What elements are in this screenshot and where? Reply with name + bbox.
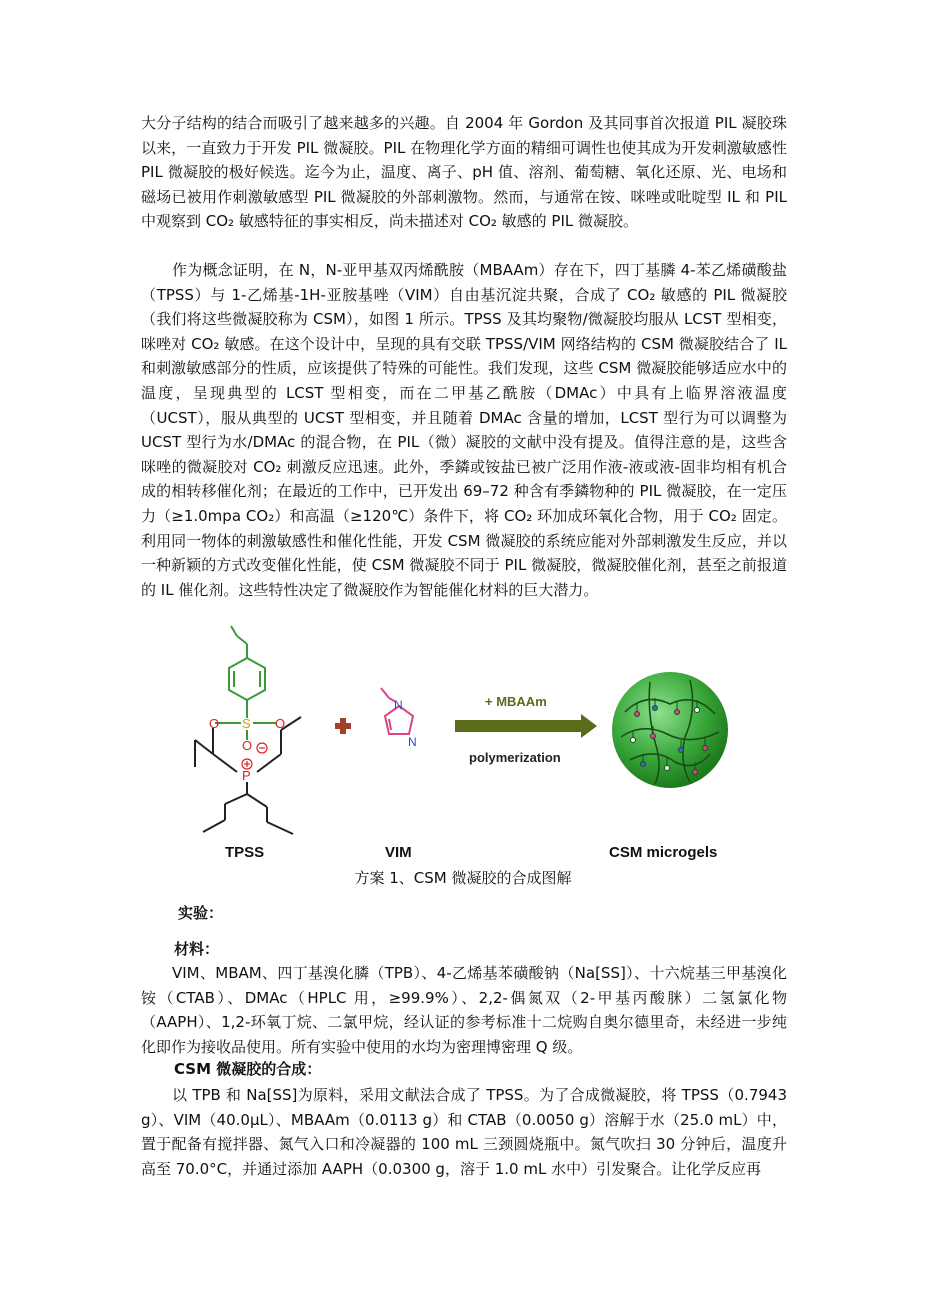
paragraph-materials: VIM、MBAM、四丁基溴化膦（TPB）、4-乙烯基苯磺酸钠（Na[SS]）、十六烷基三甲基溴化铵（CTAB）、DMAc（HPLC 用，≥99.9%）、2,2-偶氮双（2-甲基丙酸脒）二氢氯化物（AAPH）、1,2-环氧丁烷、二氯甲烷，经认证的参考标准十二烷购自奥尔德里奇，未经进一步纯化即作为接收品使用。所有实验中使用的水均为密理博密理 Q 级。 xyxy=(141,964,787,1056)
atom-o-bottom: O xyxy=(242,738,253,753)
paragraph-intro-continued: 大分子结构的结合而吸引了越来越多的兴趣。自 2004 年 Gordon 及其同事首次报道 PIL 凝胶珠以来，一直致力于开发 PIL 微凝胶。PIL 在物理化学方面的精细可调性也使其成为开发刺激敏感性 PIL 微凝胶的极好候选。迄今为止，温度、离子、pH 值、溶剂、葡萄糖、氧化还原、光、电场和磁场已被用作刺激敏感型 PIL 微凝胶的外部刺激物。然而，与通常在铵、咪唑或吡啶型 IL 和 PIL 中观察到 CO₂ 敏感特征的事实相反，尚未描述对 CO₂ 敏感的 PIL 微凝胶。 xyxy=(141,114,787,231)
heading-experiment: 实验： xyxy=(178,904,224,922)
heading-materials: 材料： xyxy=(174,940,220,958)
reaction-arrow-icon xyxy=(455,714,597,738)
atom-o-right: O xyxy=(275,716,286,731)
paragraph-synthesis: 以 TPB 和 Na[SS]为原料，采用文献法合成了 TPSS。为了合成微凝胶，将 TPSS（0.7943 g）、VIM（40.0μL）、MBAAm（0.0113 g）和 CTAB（0.0050 g）溶解于水（25.0 mL）中，置于配备有搅拌器、氮气入口和冷凝器的 100 mL 三颈圆烧瓶中。氮气吹扫 30 分钟后，温度升高至 70.0°C，并通过添加 AAPH（0.0300 g，溶于 1.0 mL 水中）引发聚合。让化学反应再 xyxy=(141,1086,787,1178)
reagent-label: + MBAAm xyxy=(485,694,547,709)
atom-n-bottom: N xyxy=(408,735,417,749)
vim-label: VIM xyxy=(385,844,412,861)
paragraph-proof-of-concept: 作为概念证明，在 N，N-亚甲基双丙烯酰胺（MBAAm）存在下，四丁基膦 4-苯乙烯磺酸盐（TPSS）与 1-乙烯基-1H-亚胺基唑（VIM）自由基沉淀共聚，合成了 CO₂ 敏感的 PIL 微凝胶（我们将这些微凝胶称为 CSM），如图 1 所示。TPSS 及其均聚物/微凝胶均服从 LCST 型相变，咪唑对 CO₂ 敏感。在这个设计中，呈现的具有交联 TPSS/VIM 网络结构的 CSM 微凝胶结合了 IL 和刺激敏感部分的性质，应该提供了特殊的可能性。我们发现，这些 CSM 微凝胶能够适应水中的温度，呈现典型的 LCST 型相变，而在二甲基乙酰胺（DMAc）中具有上临界溶液温度（UCST），服从典型的 UCST 型相变，并且随着 DMAc 含量的增加，LCST 型行为可以调整为 UCST 型行为水/DMAc 的混合物，在 PIL（微）凝胶的文献中没有提及。值得注意的是，这些含咪唑的微凝胶对 CO₂ 刺激反应迅速。此外，季鏻或铵盐已被广泛用作液-液或液-固非均相有机合成的相转移催化剂；在最近的工作中，已开发出 69–72 种含有季鏻物种的 PIL 微凝胶，在一定压力（≥1.0mpa CO₂）和高温（≥120℃）条件下，将 CO₂ 环加成环氧化合物，用于 CO₂ 固定。利用同一物体的刺激敏感性和催化性能，开发 CSM 微凝胶的系统应能对外部刺激发生反应，并以一种新颖的方式改变催化性能，使 CSM 微凝胶不同于 PIL 微凝胶，微凝胶催化剂，甚至之前报道的 IL 催化剂。这些特性决定了微凝胶作为智能催化材料的巨大潜力。 xyxy=(141,261,787,599)
scheme-figure xyxy=(185,622,745,867)
plus-icon xyxy=(335,718,351,734)
atom-o-left: O xyxy=(209,716,220,731)
atom-n-top: N xyxy=(394,698,403,712)
heading-synthesis: CSM 微凝胶的合成： xyxy=(174,1060,322,1078)
product-label: CSM microgels xyxy=(609,844,718,861)
tpss-label: TPSS xyxy=(225,844,265,861)
atom-p: P xyxy=(242,768,251,783)
process-label: polymerization xyxy=(469,750,561,765)
csm-microgel-icon xyxy=(612,672,728,788)
atom-s: S xyxy=(242,716,251,731)
figure-caption: 方案 1、CSM 微凝胶的合成图解 xyxy=(354,869,572,887)
